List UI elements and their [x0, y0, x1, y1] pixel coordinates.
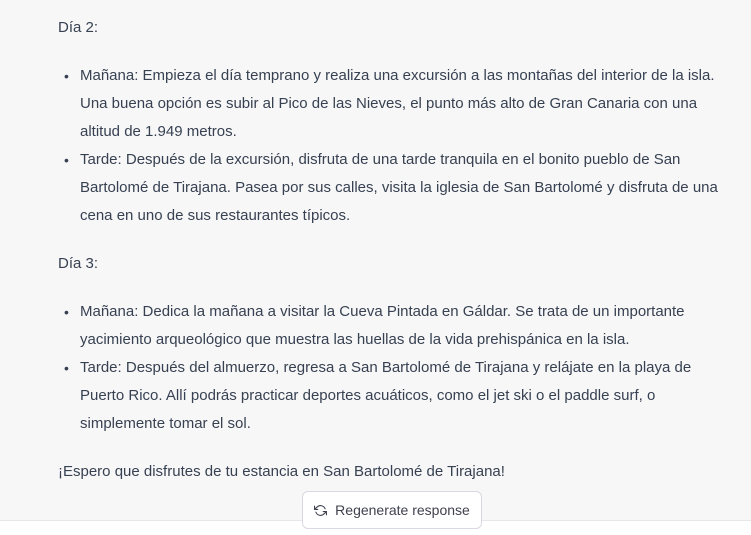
bullet-icon: • — [64, 360, 69, 376]
list-item-text: Tarde: Después del almuerzo, regresa a San Bartolomé de Tirajana y relájate en la playa de Puerto Rico. Allí podrás practicar deportes acuáticos, como el jet ski o el paddle surf, o simplemente tomar el sol. — [80, 359, 692, 432]
bullet-icon: • — [64, 152, 69, 168]
day-2-list — [58, 62, 718, 230]
day-heading: Día 2: — [58, 19, 99, 36]
list-item — [58, 354, 718, 438]
closing-message: ¡Espero que disfrutes de tu estancia en San Bartolomé de Tirajana! — [58, 463, 505, 480]
list-item — [58, 298, 718, 354]
day-3-list — [58, 298, 718, 438]
bullet-icon: • — [64, 304, 69, 320]
list-item-text: Mañana: Dedica la mañana a visitar la Cueva Pintada en Gáldar. Se trata de un importante yacimiento arqueológico que muestra las huellas de la vida prehispánica en la isla. — [80, 303, 685, 348]
day-heading: Día 3: — [58, 255, 99, 272]
list-item-text: Mañana: Empieza el día temprano y realiza una excursión a las montañas del interior de la isla. Una buena opción es subir al Pico de las Nieves, el punto más alto de Gran Canaria con una altitud de 1.949 metros. — [80, 67, 715, 140]
list-item — [58, 62, 718, 146]
regenerate-label: Regenerate response — [335, 502, 470, 518]
refresh-icon — [314, 504, 327, 517]
bullet-icon: • — [64, 68, 69, 84]
assistant-message — [58, 14, 718, 486]
list-item-text: Tarde: Después de la excursión, disfruta de una tarde tranquila en el bonito pueblo de San Bartolomé de Tirajana. Pasea por sus calles, visita la iglesia de San Bartolomé y disfruta de una cena en uno de sus restaurantes típicos. — [80, 151, 718, 224]
regenerate-response-button[interactable] — [302, 491, 482, 529]
list-item — [58, 146, 718, 230]
